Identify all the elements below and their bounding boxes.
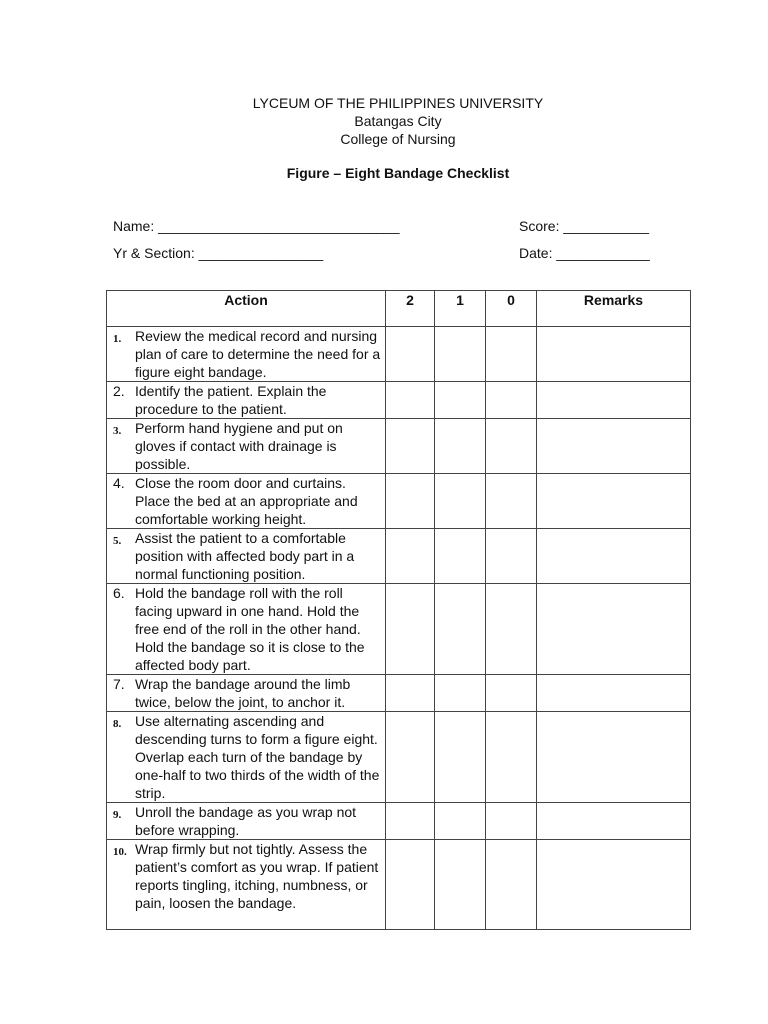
step-text: Wrap the bandage around the limb twice, below the joint, to anchor it. — [135, 676, 351, 710]
table-row — [107, 419, 691, 474]
checklist-title: Figure – Eight Bandage Checklist — [286, 165, 510, 181]
score-0-cell[interactable] — [486, 529, 537, 584]
table-row — [107, 840, 691, 930]
step-number: 4. — [113, 475, 125, 491]
action-cell — [107, 419, 386, 474]
step-text: Wrap firmly but not tightly. Assess the patient’s comfort as you wrap. If patient reports tingling, itching, numbness, or pain, loosen the bandage. — [135, 841, 379, 911]
score-2-cell[interactable] — [386, 840, 435, 930]
table-row — [107, 327, 691, 382]
score-1-cell[interactable] — [435, 382, 486, 419]
table-row — [107, 712, 691, 803]
step-text: Unroll the bandage as you wrap not before wrapping. — [135, 804, 357, 838]
action-cell — [107, 803, 386, 840]
city-name: Batangas City — [354, 113, 442, 129]
action-cell — [107, 327, 386, 382]
header-action: Action — [107, 291, 386, 327]
score-1-cell[interactable] — [435, 584, 486, 675]
step-text: Identify the patient. Explain the procedure to the patient. — [135, 383, 327, 417]
score-2-cell[interactable] — [386, 382, 435, 419]
remarks-cell[interactable] — [537, 529, 691, 584]
university-name: LYCEUM OF THE PHILIPPINES UNIVERSITY — [252, 95, 544, 111]
table-row — [107, 803, 691, 840]
remarks-cell[interactable] — [537, 474, 691, 529]
step-number: 3. — [113, 425, 122, 437]
header-remarks: Remarks — [537, 291, 691, 327]
step-number: 10. — [113, 846, 127, 858]
remarks-cell[interactable] — [537, 675, 691, 712]
score-2-cell[interactable] — [386, 803, 435, 840]
score-0-cell[interactable] — [486, 327, 537, 382]
remarks-cell[interactable] — [537, 327, 691, 382]
remarks-cell[interactable] — [537, 382, 691, 419]
table-row — [107, 675, 691, 712]
step-number: 1. — [113, 333, 122, 345]
score-1-cell[interactable] — [435, 803, 486, 840]
remarks-cell[interactable] — [537, 712, 691, 803]
action-cell — [107, 529, 386, 584]
step-text: Close the room door and curtains. Place the bed at an appropriate and comfortable working height. — [135, 475, 358, 527]
score-2-cell[interactable] — [386, 419, 435, 474]
remarks-cell[interactable] — [537, 803, 691, 840]
score-0-cell[interactable] — [486, 712, 537, 803]
score-1-cell[interactable] — [435, 529, 486, 584]
action-cell — [107, 382, 386, 419]
score-0-cell[interactable] — [486, 840, 537, 930]
score-0-cell[interactable] — [486, 803, 537, 840]
score-0-cell[interactable] — [486, 419, 537, 474]
date-field: Date: ____________ — [519, 245, 650, 261]
step-number: 6. — [113, 585, 125, 601]
step-text: Assist the patient to a comfortable position with affected body part in a normal functioning position. — [135, 530, 355, 582]
remarks-cell[interactable] — [537, 584, 691, 675]
score-2-cell[interactable] — [386, 327, 435, 382]
score-2-cell[interactable] — [386, 584, 435, 675]
score-2-cell[interactable] — [386, 529, 435, 584]
header-score-2: 2 — [386, 291, 435, 327]
table-header-row — [107, 291, 691, 327]
action-cell — [107, 675, 386, 712]
remarks-cell[interactable] — [537, 840, 691, 930]
step-number: 7. — [113, 676, 125, 692]
action-cell — [107, 840, 386, 930]
table-row — [107, 474, 691, 529]
score-1-cell[interactable] — [435, 675, 486, 712]
step-text: Hold the bandage roll with the roll facing upward in one hand. Hold the free end of the roll in the other hand. Hold the bandage so it is close to the affected body part. — [135, 585, 365, 673]
step-text: Review the medical record and nursing plan of care to determine the need for a figure eight bandage. — [135, 328, 381, 380]
action-cell — [107, 584, 386, 675]
score-1-cell[interactable] — [435, 712, 486, 803]
name-field: Name: _______________________________ — [113, 218, 400, 234]
score-0-cell[interactable] — [486, 474, 537, 529]
score-1-cell[interactable] — [435, 474, 486, 529]
step-text: Use alternating ascending and descending turns to form a figure eight. Overlap each turn of the bandage by one-half to two thirds of the width of the strip. — [135, 713, 380, 801]
score-field: Score: ___________ — [519, 218, 649, 234]
score-1-cell[interactable] — [435, 327, 486, 382]
step-number: 5. — [113, 535, 122, 547]
score-2-cell[interactable] — [386, 474, 435, 529]
action-cell — [107, 712, 386, 803]
score-1-cell[interactable] — [435, 419, 486, 474]
score-0-cell[interactable] — [486, 382, 537, 419]
score-2-cell[interactable] — [386, 712, 435, 803]
remarks-cell[interactable] — [537, 419, 691, 474]
step-number: 8. — [113, 718, 122, 730]
score-1-cell[interactable] — [435, 840, 486, 930]
header-score-0: 0 — [486, 291, 537, 327]
step-number: 2. — [113, 383, 125, 399]
table-row — [107, 529, 691, 584]
action-cell — [107, 474, 386, 529]
document-header — [0, 94, 768, 148]
score-2-cell[interactable] — [386, 675, 435, 712]
score-0-cell[interactable] — [486, 584, 537, 675]
step-text: Perform hand hygiene and put on gloves if contact with drainage is possible. — [135, 420, 343, 472]
checklist-table — [106, 290, 691, 930]
section-field: Yr & Section: ________________ — [113, 245, 324, 261]
table-row — [107, 382, 691, 419]
table-row — [107, 584, 691, 675]
college-name: College of Nursing — [340, 131, 456, 147]
score-0-cell[interactable] — [486, 675, 537, 712]
step-number: 9. — [113, 809, 122, 821]
header-score-1: 1 — [435, 291, 486, 327]
